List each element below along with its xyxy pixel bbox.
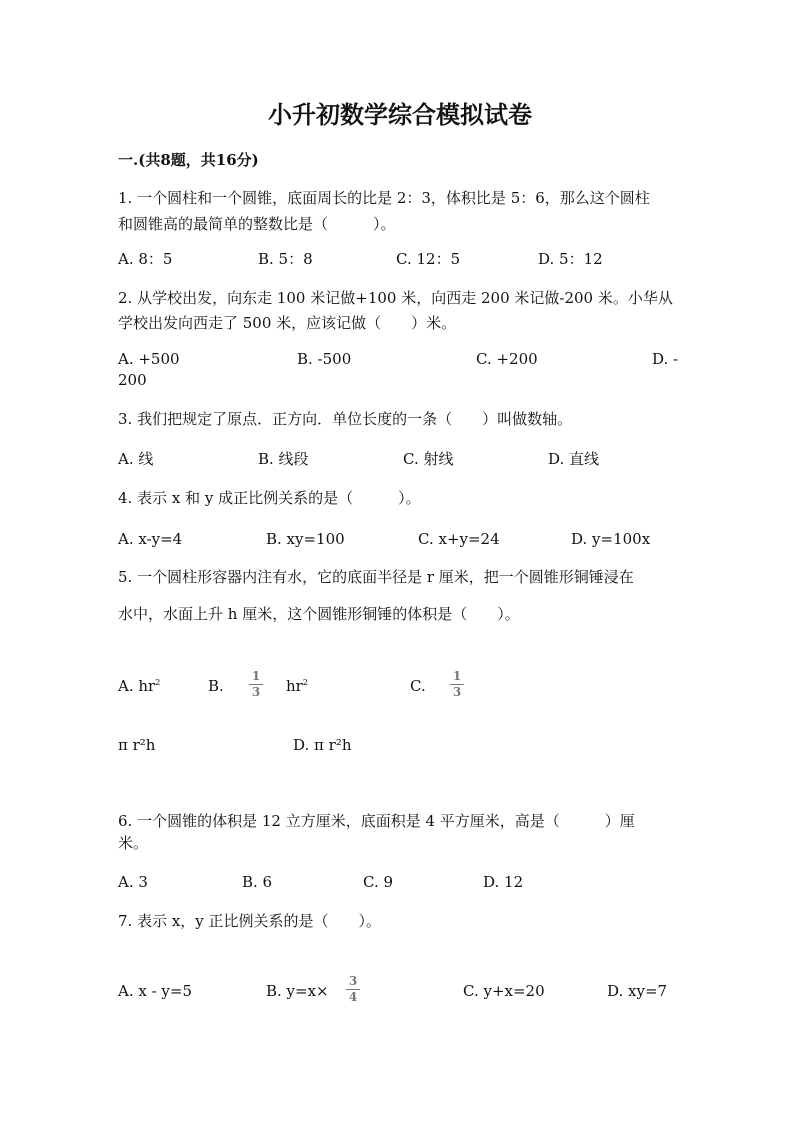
question-1-line-2: 和圆锥高的最简单的整数比是（ ）。 <box>118 215 396 233</box>
question-4-option-a: A. x-y=4 <box>118 530 183 548</box>
question-5-option-b-label: B. <box>208 677 224 695</box>
question-5-option-c-continued: π r²h <box>118 736 156 754</box>
question-4-option-b: B. xy=100 <box>266 530 345 548</box>
fraction-numerator: 1 <box>251 669 261 683</box>
question-7-option-a: A. x - y=5 <box>118 982 193 1000</box>
fraction-one-third <box>450 670 464 699</box>
question-5-line-1: 5. 一个圆柱形容器内注有水，它的底面半径是 r 厘米，把一个圆锥形铜锤浸在 <box>118 568 634 586</box>
question-6-option-c: C. 9 <box>363 873 394 891</box>
question-1-line-1: 1. 一个圆柱和一个圆锥，底面周长的比是 2：3，体积比是 5：6，那么这个圆柱 <box>118 189 650 207</box>
question-1-option-a: A. 8：5 <box>118 250 173 268</box>
fraction-denominator: 4 <box>348 990 358 1004</box>
section-heading: 一.(共8题，共16分) <box>118 151 259 169</box>
question-5-option-d: D. π r²h <box>293 736 352 754</box>
question-7-option-b: B. y=x× <box>266 982 329 1000</box>
question-6-option-a: A. 3 <box>118 873 148 891</box>
question-6-line-1: 6. 一个圆锥的体积是 12 立方厘米，底面积是 4 平方厘米，高是（ ）厘 <box>118 812 635 830</box>
question-5-line-2: 水中，水面上升 h 厘米，这个圆锥形铜锤的体积是（ ）。 <box>118 605 520 623</box>
question-2-line-2: 学校出发向西走了 500 米，应该记做（ ）米。 <box>118 314 457 332</box>
page-title: 小升初数学综合模拟试卷 <box>268 100 532 129</box>
question-7-option-d: D. xy=7 <box>607 982 668 1000</box>
question-2-option-b: B. -500 <box>297 350 352 368</box>
question-2-option-a: A. +500 <box>118 350 180 368</box>
question-4-option-d: D. y=100x <box>571 530 651 548</box>
fraction-numerator: 1 <box>452 669 462 683</box>
question-3-line-1: 3. 我们把规定了原点．正方向．单位长度的一条（ ）叫做数轴。 <box>118 410 573 428</box>
question-2-line-1: 2. 从学校出发，向东走 100 米记做+100 米，向西走 200 米记做-200 米。小华从 <box>118 289 673 307</box>
question-6-line-2: 米。 <box>118 834 149 852</box>
fraction-one-third <box>249 670 263 699</box>
question-4-line-1: 4. 表示 x 和 y 成正比例关系的是（ ）。 <box>118 489 421 507</box>
question-1-option-b: B. 5：8 <box>258 250 313 268</box>
exponent-superscript: 2 <box>155 678 161 687</box>
question-3-option-b: B. 线段 <box>258 450 309 468</box>
question-1-option-c: C. 12：5 <box>396 250 461 268</box>
fraction-denominator: 3 <box>452 685 462 699</box>
fraction-three-quarters <box>346 975 360 1004</box>
question-6-option-d: D. 12 <box>483 873 524 891</box>
question-2-option-d: D. - <box>652 350 679 368</box>
question-3-option-c: C. 射线 <box>403 450 454 468</box>
question-7-line-1: 7. 表示 x，y 正比例关系的是（ ）。 <box>118 912 382 930</box>
exponent-superscript: 2 <box>302 678 308 687</box>
question-3-option-d: D. 直线 <box>548 450 600 468</box>
question-4-option-c: C. x+y=24 <box>418 530 500 548</box>
question-2-option-d-continued: 200 <box>118 371 147 389</box>
question-5-option-a-text: A. hr <box>118 677 156 695</box>
fraction-denominator: 3 <box>251 685 261 699</box>
fraction-numerator: 3 <box>348 974 358 988</box>
question-6-option-b: B. 6 <box>242 873 273 891</box>
question-5-option-c-label: C. <box>410 677 426 695</box>
question-1-option-d: D. 5：12 <box>538 250 603 268</box>
question-7-option-c: C. y+x=20 <box>463 982 545 1000</box>
question-2-option-c: C. +200 <box>476 350 538 368</box>
question-5-option-b-tail <box>286 676 308 696</box>
question-5-option-b-text: hr <box>286 677 303 695</box>
question-5-option-a <box>118 676 160 696</box>
question-3-option-a: A. 线 <box>118 450 154 468</box>
